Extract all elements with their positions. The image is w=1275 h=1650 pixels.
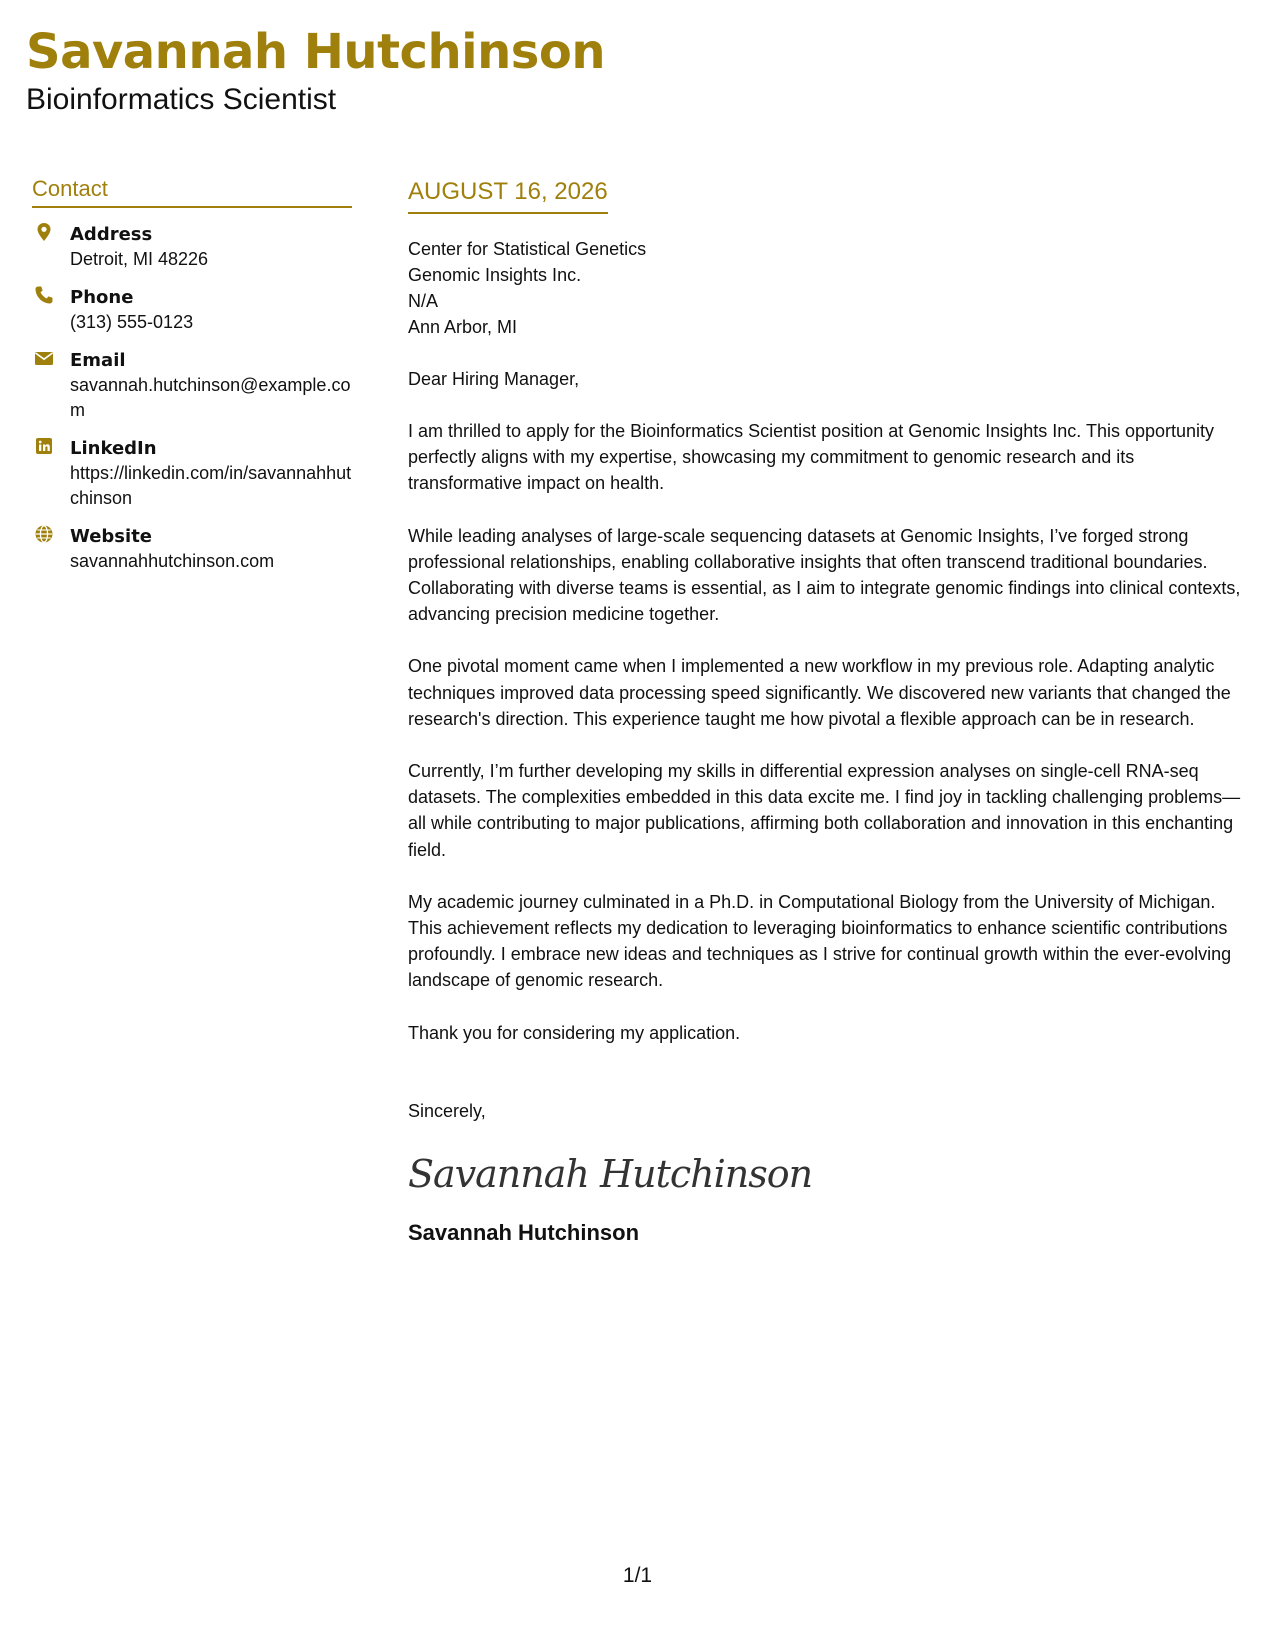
applicant-name: Savannah Hutchinson [26, 24, 606, 80]
signed-name: Savannah Hutchinson [408, 1219, 640, 1245]
letter-header [26, 22, 605, 118]
contact-value: (313) 555-0123 [70, 312, 194, 332]
closing: Sincerely, [408, 1100, 486, 1121]
contact-section-title: Contact [32, 176, 352, 208]
body-paragraph: While leading analyses of large-scale sequencing datasets at Genomic Insights, I’ve forged strong professional relationships, enabling collaborative insights that often transcend traditional boundaries. Collaborating with diverse teams is essential, as I aim to integrate genomic findings into clinical contexts, advancing precision medicine together. [408, 525, 1241, 625]
recipient-block [408, 236, 1248, 340]
contact-label: Address [70, 224, 153, 245]
contact-item-website [32, 524, 352, 574]
envelope-icon [34, 348, 54, 368]
letter-body [408, 178, 1248, 1248]
page-number: 1/1 [622, 1564, 653, 1587]
body-paragraph: My academic journey culminated in a Ph.D. in Computational Biology from the University of Michigan. This achievement reflects my dedication to leveraging bioinformatics to enhance scientific contributions profoundly. I embrace new ideas and techniques as I strive for continual growth within the ever-evolving landscape of genomic research. [408, 891, 1232, 991]
body-paragraph: Currently, I’m further developing my skills in differential expression analyses on single-cell RNA-seq datasets. The complexities embedded in this data excite me. I find joy in tackling challenging problems—all while contributing to major publications, affirming both collaboration and innovation in this enchanting field. [408, 761, 1241, 860]
contact-item-email [32, 348, 352, 423]
recipient-line: N/A [408, 291, 439, 311]
globe-icon [34, 524, 54, 544]
recipient-line: Center for Statistical Genetics [408, 239, 647, 259]
letter-date: AUGUST 16, 2026 [408, 178, 608, 214]
contact-item-phone [32, 285, 352, 335]
applicant-title: Bioinformatics Scientist [26, 83, 337, 116]
map-pin-icon [34, 222, 54, 242]
linkedin-icon [34, 436, 54, 456]
contact-value: https://linkedin.com/in/savannahhutchinson [70, 463, 352, 508]
contact-label: LinkedIn [70, 438, 157, 459]
contact-label: Email [70, 350, 126, 371]
body-paragraph: One pivotal moment came when I implemented a new workflow in my previous role. Adapting analytic techniques improved data processing speed significantly. We discovered new variants that changed the research's direction. This experience taught me how pivotal a flexible approach can be in research. [408, 656, 1231, 729]
contact-value: Detroit, MI 48226 [70, 249, 209, 269]
contact-item-address [32, 222, 352, 272]
contact-label: Phone [70, 287, 134, 308]
handwritten-signature: Savannah Hutchinson [408, 1151, 813, 1196]
body-paragraph: I am thrilled to apply for the Bioinformatics Scientist position at Genomic Insights Inc. This opportunity perfectly aligns with my expertise, showcasing my commitment to genomic research and its transformative impact on health. [408, 421, 1215, 494]
thank-you-paragraph: Thank you for considering my application. [408, 1022, 741, 1043]
greeting: Dear Hiring Manager, [408, 369, 580, 389]
contact-value: savannah.hutchinson@example.com [70, 375, 351, 420]
phone-icon [34, 285, 54, 305]
contact-value: savannahhutchinson.com [70, 551, 275, 571]
contact-label: Website [70, 526, 153, 547]
recipient-line: Genomic Insights Inc. [408, 265, 582, 285]
contact-item-linkedin [32, 436, 352, 511]
recipient-line: Ann Arbor, MI [408, 317, 518, 337]
contact-sidebar [32, 176, 352, 587]
